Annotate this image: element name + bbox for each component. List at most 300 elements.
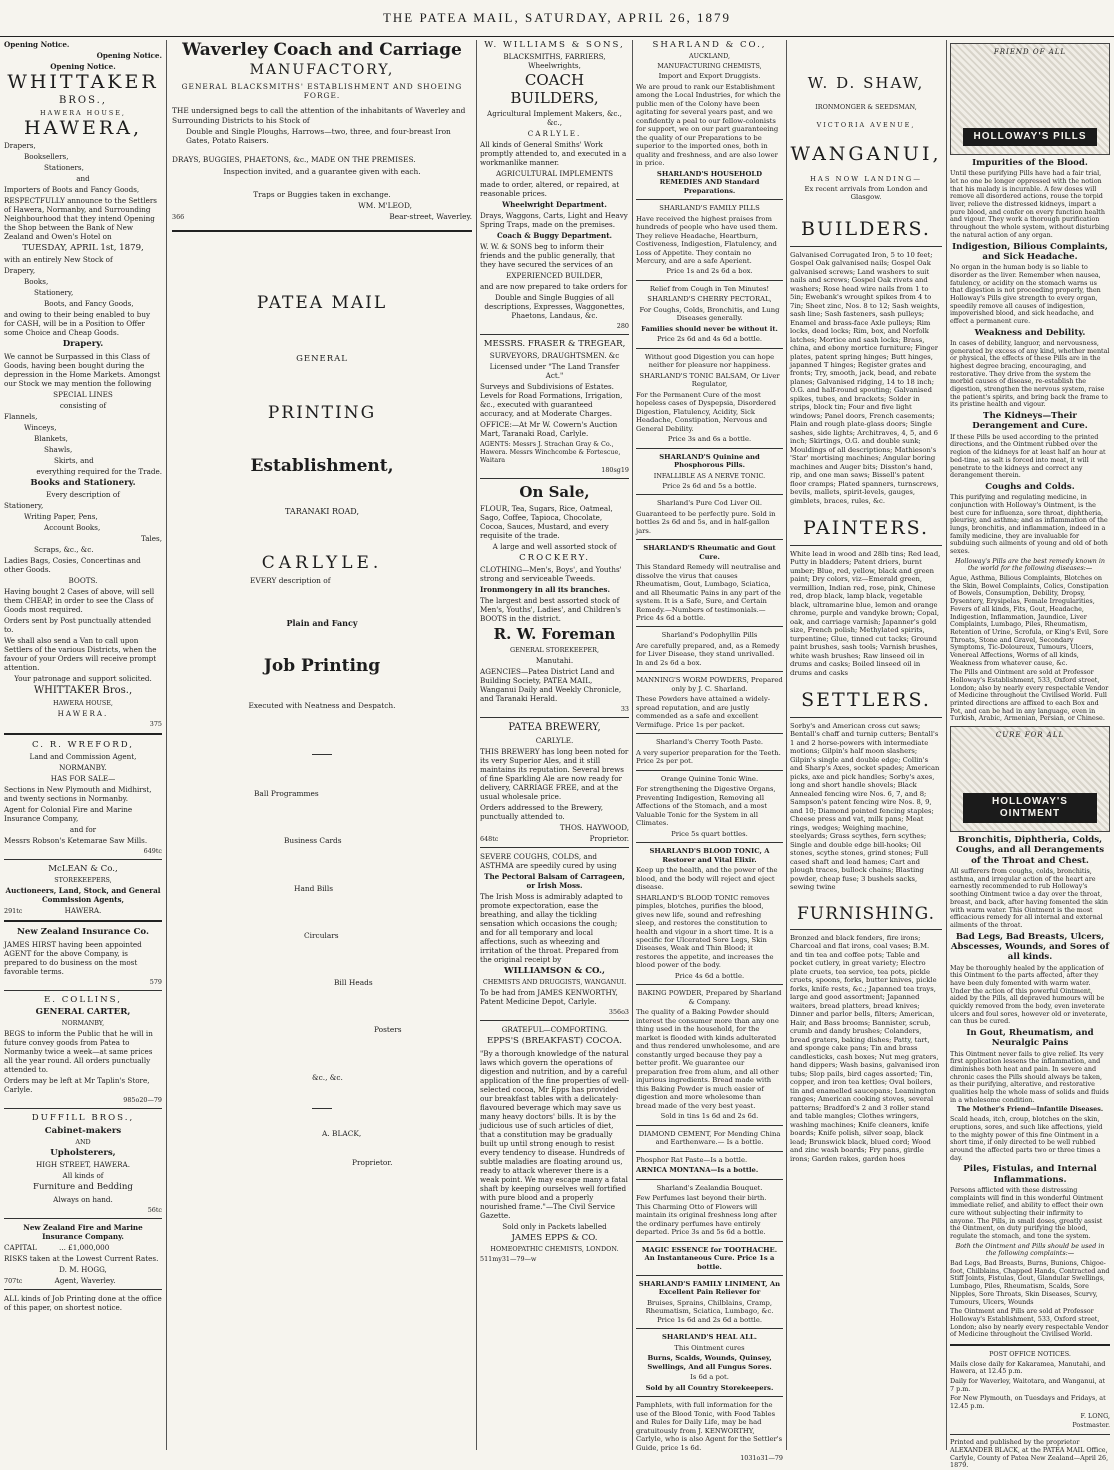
coughs-text: SEVERE COUGHS, COLDS, and ASTHMA are speedily cured by using [480,851,617,870]
coughs-heading: Coughs and Colds. [985,481,1075,492]
quinine-wine-heading: Orange Quinine Tonic Wine. [660,774,759,783]
waverley-desc: GENERAL BLACKSMITHS' ESTABLISHMENT AND SHOEING FORGE. [181,81,463,101]
divider [4,859,162,860]
kenworthy-text: To be had from JAMES KENWORTHY, Patent Medicine Depot, Carlyle. [480,988,618,1007]
household-heading: SHARLAND'S HOUSEHOLD REMEDIES AND Standard Preparations. [656,169,763,195]
trade-line: and [76,173,90,183]
trade-line: Booksellers, [24,151,69,161]
tonic-balsam-price: Price 3s and 6s a bottle. [667,435,752,444]
patronage-text: Your patronage and support solicited. [14,673,152,683]
divider [480,717,629,718]
column-rule [946,40,947,1450]
divider [4,1289,162,1290]
weakness-heading: Weakness and Debility. [974,327,1086,338]
coach-dept-text-2: and are now prepared to take orders for [480,281,628,291]
nz-fire-heading: New Zealand Fire and Marine Insurance Company. [23,1222,143,1241]
every-description: EVERY description of [250,576,331,586]
bad-legs-heading: Bad Legs, Bad Breasts, Ulcers, Abscesses, Wounds, and Sores of all kinds. [950,931,1110,963]
consisting: consisting of [59,400,107,410]
kidneys-text: If these Pills be used according to the printed directions, and the Ointment rubbed over the region of the kidneys for at least half an hour at bed-time, as salt is forced into meat, it will penetrate to the kidneys and correct any derangement therein. [950,432,1106,480]
books-item: Scraps, &c., &c. [34,544,94,554]
divider [790,246,942,247]
column-3 [480,40,629,1450]
column-rule [166,40,167,1450]
cherry-text: For Coughs, Colds, Bronchitis, and Lung Diseases generally. [639,305,780,323]
mothers-heading: The Mother's Friend—Infantile Diseases. [956,1105,1104,1114]
trade-line: Drapers, [4,140,36,150]
divider [636,770,783,771]
divider [4,1218,162,1219]
indigestion-heading: Indigestion, Bilious Complaints, and Sick Headache. [952,241,1108,262]
epps-role: HOMEOPATHIC CHEMISTS, LONDON. [490,1244,619,1253]
landing-text: Ex recent arrivals from London and Glasgow. [804,184,928,202]
builders-heading: BUILDERS. [801,217,931,240]
mothers-text: Scald heads, itch, croup, blotches on the skin, eruptions, sores, and such like affections, yield to the mighty power of this fine Ointment in a short time, if only directed to be well rubbed around the affected parts two or three times a day. [950,1115,1103,1162]
fraser-name: MESSRS. FRASER & TREGEAR, [483,338,626,349]
foreman-heading: R. W. Foreman [493,625,616,644]
tonic-balsam-heading: SHARLAND'S TONIC BALSAM, Or Liver Regulator, [639,371,780,389]
complaints-list: Bad Legs, Bad Breasts, Burns, Bunions, Chigoe-foot, Chilblains, Chapped Hands, Contracted and Stiff Joints, Fistulas, Gout, Glandular Swellings, Lumbago, Piles, Rheumatism, Scalds, Sore Nipples, Sore Throats, Skin Diseases, Scurvy, Tumours, Ulcers, Wounds [950,1259,1110,1306]
shaw-avenue: VICTORIA AVENUE, [816,120,916,129]
wheelwright-text: Drays, Waggons, Carts, Light and Heavy Spring Traps, made on the premises. [480,210,628,229]
phosphor-text: Phosphor Rat Paste—Is a bottle. [636,1155,748,1164]
williamson-role: CHEMISTS AND DRUGGISTS, WANGANUI. [482,978,627,987]
heal-all-text: This Ointment cures [674,1343,745,1352]
diseases-list: Ague, Asthma, Bilious Complaints, Blotches on the Skin, Bowel Complaints, Colics, Constipation of Bowels, Consumption, Debility, Dropsy, Dysentery, Erysipelas, Female Irregularities, Fevers of all kinds, Fits, Gout, Headache, Indigestion, Inflammation, Jaundice, Liver Complaints, Lumbago, Piles, Rheumatism, Retention of Urine, Scrofula, or King's Evil, Sore Throats, Stone and Gravel, Secondary Symptoms, Tic-Doloureux, Tumours, Ulcers, Venereal Affections, Worms of all kinds, Weakness from whatever cause, &c. [950,574,1109,667]
special-item: Skirts, and [54,455,94,465]
waverley-traps: Traps or Buggies taken in exchange. [253,189,391,199]
column-1 [4,40,162,1450]
wreford-name: C. R. WREFORD, [31,739,135,750]
stock-line: Books, [24,277,49,287]
fraser-text: Surveys and Subdivisions of Estates. Levels for Road Formations, Irrigation, &c., executed with guaranteed accuracy, and at Moderate Charges. [480,382,623,419]
brewery-town: CARLYLE. [535,735,574,745]
epps-heading: EPPS'S (BREAKFAST) COCOA. [486,1036,623,1047]
post-sign: F. LONG, [1080,1411,1110,1420]
divider [790,929,942,930]
heal-all-price: Is 6d a pot. [690,1373,729,1382]
post-text: For New Plymouth, on Tuesdays and Fridays, at 12.45 p.m. [950,1394,1106,1411]
special-item: Winceys, [24,422,57,432]
epps-name: JAMES EPPS & CO. [511,1232,598,1243]
waverley-title: Waverley Coach and Carriage [182,40,462,60]
books-item: Every description of [46,489,120,499]
fraser-licensed: Licensed under "The Land Transfer Act." [489,362,620,381]
family-pills-heading: SHARLAND'S FAMILY PILLS [659,204,760,213]
divider [790,545,942,546]
liniment-text: Bruises, Sprains, Chilblains, Cramp, Rheumatism, Sciatica, Lumbago, &c. Price 1s 6d and 2s 6d a bottle. [645,1298,774,1324]
ad-code: 291tc [4,907,23,916]
books-item: Writing Paper, Pens, [24,511,98,521]
waverley-intro: THE undersigned begs to call the attention of the inhabitants of Waverley and Surrounding Districts to his Stock of [172,106,466,125]
bronchitis-heading: Bronchitis, Diphtheria, Colds, Coughs, and all Derangements of the Throat and Chest. [955,835,1105,866]
orders-text: Orders sent by Post punctually attended to. [4,615,152,634]
divider [480,334,629,335]
family-pills-price: Price 1s and 2s 6d a box. [666,267,753,276]
agent-text: Agent for Colonial Fire and Marine Insurance Company, [4,805,133,824]
coughs-text: This purifying and regulating medicine, in conjunction with Holloway's Ointment, is the best cure for influenza, sore throat, diphtheria, pleurisy, and asthma; and as inflammation of the lungs, bronchitis, and inflammation, indeed in a family medicine, they are invaluable for subduing such ailments of young and old of both sexes. [950,493,1108,555]
rheumatic-heading: SHARLAND'S Rheumatic and Gout Cure. [643,544,776,561]
builders-items: Galvanised Corrugated Iron, 5 to 10 feet; Gospel Oak galvanised nails; Gospel Oak galvanised screws; Land washers to suit nails and screws; Gospel Oak rivets and washers; Rose head wire nails from 1 to 5in; Ewebank's wrought spikes from 4 to 7in; Sheet zinc, Nos. 8 to 12; Sash weights, sash line; Sash fasteners, sash pulleys; Enamel and brass-face Axle pulleys; Rim locks, dead locks; Rim, box, and Norfolk latches; Mortice and sash locks; Brass, china, and ebony mortice furniture; Finger plates, patent spring hinges; Butt hinges, japanned T hinges; Register grates and fronts; Try, smooth, jack, bead, and rebate planes; Galvanised ridging, 14 to 18 inch; O.G. and half-round spouting; Galvanised spikes, tubes, and brackets; Solder in strips, block tin; Four and five light windows; Panel doors, French casements; Plain and rough plate-glass doors; Single sashes, side lights; Architraves, 4, 5, and 6 inch; Skirtings, O.G. and double sunk; Mouldings of all descriptions; Mathieson's 'Star' mortising machines; Angular boring machines and Auger bits; Disston's hand, rip, and one man saws; Bissell's patent floor cramps; Plated spanners, turnscrews, bevils, mallets, spirit-levels, gauges, gimblets, braces, rules, &c. [790,250,940,505]
epps-sold: Sold only in Packets labelled [502,1221,607,1231]
duffill-hand: Always on hand. [53,1194,113,1204]
zealandia-text: Few Perfumes last beyond their birth. This Charming Otto of Flowers will maintain its original freshness long after the ordinary perfumes have entirely departed. Price 3s and 5s 6d a bottle. [636,1194,777,1237]
blood-tonic-heading: SHARLAND'S BLOOD TONIC, A Restorer and Vital Elixir. [649,847,770,864]
quinine-wine-text: For strengthening the Digestive Organs, Preventing Indigestion, Removing all Affections of the Stomach, and a most Valuable Tonic for the System in all Climates. [636,785,776,828]
stock-line: with an entirely New Stock of [4,255,113,265]
crockery-heading: CROCKERY. [519,552,590,563]
printing-item: Ball Programmes [254,789,319,799]
haywood-name: THOS. HAYWOOD, [559,822,629,832]
agri-text: made to order, altered, or repaired, at reasonable prices. [480,179,620,198]
column-rule [786,40,787,1450]
waverley-drays: DRAYS, BUGGIES, PHAETONS, &c., MADE ON THE PREMISES. [172,155,416,165]
ad-code: 579 [149,977,162,986]
williams-trades: BLACKSMITHS, FARRIERS, Wheelwrights, [503,52,606,71]
ad-code: 648tc [480,834,499,843]
sharland-intro: We are proud to rank our Establishment among the Local Industries, for which the public men of the Colony have been agitating for several years past, and we confidently a peal to our fellow-colonists for support, we on our part guaranteeing the quality of our Preparations to be superior to the imported ones, both in quality and freshness, and are also lower in price. [636,82,781,168]
divider [790,717,942,718]
waverley-inspection: Inspection invited, and a guarantee given with each. [223,166,421,176]
ad-code: 56tc [147,1205,162,1214]
arnica-text: ARNICA MONTANA—Is a bottle. [636,1166,759,1175]
friend-of-all-banner: FRIEND OF ALL [993,48,1067,56]
books-item: Tales, [140,533,162,543]
divider [4,920,162,922]
duffill-all: All kinds of [62,1171,104,1181]
epps-text: "By a thorough knowledge of the natural laws which govern the operations of digestion and nutrition, and by a careful application of the fine properties of well-selected cocoa, Mr Epps has provided our breakfast tables with a delicately-flavoured beverage which may save us many heavy doctors' bills. It is by the judicious use of such articles of diet, that a constitution may be gradually built up until strong enough to resist every tendency to disease. Hundreds of subtle maladies are floating around us, ready to attack wherever there is a weak point. We may escape many a fatal shaft by keeping ourselves well fortified with pure blood and a properly nourished frame."—The Civil Service Gazette. [480,1048,629,1220]
sold-note: The Pills and Ointment are sold at Professor Holloway's Establishment, 533, Oxford street, London; also by nearly every respectable Vendor of Medicine throughout the Civilised World. Full printed directions are affixed to each Box and Pot, and can be had in any language, even in Turkish, Arabic, Armenian, Persian, or Chinese. [950,668,1109,723]
fraser-role: SURVEYORS, DRAUGHTSMEN. &c [489,351,620,361]
ad-code: 33 [620,704,629,713]
collins-name: E. COLLINS, [44,994,122,1005]
sharland-role: MANUFACTURING CHEMISTS, [657,62,762,71]
hogg-name: D. M. HOGG, [59,1264,107,1274]
hirst-text: JAMES HIRST having been appointed AGENT for the above Company, is prepared to do business on the most favorable terms. [4,939,142,976]
ad-code: 356o3 [608,1008,629,1017]
for-sale-text: Sections in New Plymouth and Midhirst, and twenty sections in Normanby. [4,785,152,804]
special-item: Shawls, [44,444,73,454]
podophyllin-heading: Sharland's Podophyllin Pills [661,631,758,640]
williams-town: CARLYLE. [527,128,582,138]
brewery-orders: Orders addressed to the Brewery, punctually attended to. [480,802,604,821]
divider [636,1275,783,1276]
indigestion-text: No organ in the human body is so liable to disorder as the liver. Remember when nausea, fatulency, or acidity on the stomach warns us that digestion is not proceeding properly, then Holloway's Pills give strength to every organ, speedily remove all causes of indigestion, impoverished blood, and sick headache, and effect a permanent cure. [950,263,1101,325]
divider [172,230,472,232]
post-role: Postmaster. [1072,1421,1110,1430]
piles-text: Persons afflicted with these distressing complaints will find in this wonderful Ointment immediate relief, and ability to effect their own cure without subjecting their infirmity to anyone. The Pills, in small doses, greatly assist the Ointment, on duty purifying the blood, regulate the stomach, and tone the system. [950,1185,1104,1240]
mclean-desc: Auctioneers, Land, Stock, and General Commission Agents, [5,886,161,905]
quinine-heading: SHARLAND'S Quinine and Phosphorous Pills. [659,452,760,470]
cod-heading: Sharland's Pure Cod Liver Oil. [656,499,763,508]
painters-heading: PAINTERS. [802,517,930,540]
proprietor-label: Proprietor. [352,1158,393,1168]
imprint-text: Printed and published by the proprietor ALEXANDER BLACK, at the PATEA MAIL Office, Carlyle, County of Patea New Zealand—April 26, 1879. [950,1438,1109,1470]
capital-value: ... £1,000,000 [59,1242,110,1252]
printing-item: Bill Heads [334,978,373,988]
whittaker-sign: WHITTAKER Bros., [33,684,133,696]
books-item: Ladies Bags, Cosies, Concertinas and other Goods. [4,555,141,574]
bad-legs-text: May be thoroughly healed by the application of this Ointment to the parts affected, after they have been duly fomented with warm water. Under the action of this powerful Ointment, aided by the Pills, all depraved humours will be quickly removed from the body, even inveterate ulcers and foul sores, however old or inveterate, can thus be cured. [950,963,1108,1026]
trade-line: Importers of Boots and Fancy Goods, [4,184,140,194]
collins-role: GENERAL CARTER, [35,1007,131,1018]
gout-text: This Ointment never fails to give relief. Its very first application lessens the inflammation, and diminishes both heat and pain. In severe and chronic cases the Pills should always be taken, as their purifying, alterative, and restorative qualities help the whole mass of solids and fluids in a wholesome condition. [950,1049,1109,1104]
opening-notice: Opening Notice. [4,40,70,49]
wreford-town: NORMANBY. [59,763,107,773]
waverley-address: Bear-street, Waverley. [389,212,472,222]
agri-heading: AGRICULTURAL IMPLEMENTS [495,168,614,178]
relief-heading: Relief from Cough in Ten Minutes! [649,284,770,293]
ironmongery-text: Ironmongery in all its branches. [480,585,610,595]
holloway-ointment-label: HOLLOWAY'S OINTMENT [963,793,1097,823]
impurities-heading: Impurities of the Blood. [972,158,1088,168]
printing-item: Posters [374,1025,402,1035]
post-text: Mails close daily for Kakaramea, Manutahi, and Hawera, at 12.45 p.m. [950,1359,1106,1376]
books-item: Stationery, [4,500,44,510]
duffill-and: AND [75,1138,91,1146]
wreford-role: Land and Commission Agent, [29,752,137,762]
printing-item: &c., &c. [312,1072,343,1082]
sharland-import: Import and Export Druggists. [658,72,761,81]
shaw-town: WANGANUI, [790,142,942,165]
divider [636,984,783,985]
foreman-agencies: AGENCIES—Patea District Land and Building Society, PATEA MAIL, Wanganui Daily and Weekly Chronicle, and Taranaki Herald. [480,666,622,703]
foreman-town: Manutahi. [535,655,574,665]
toothache-heading: MAGIC ESSENCE for TOOTHACHE. An Instantaneous Cure. Price 1s a bottle. [641,1245,778,1271]
robson-text: Messrs Robson's Ketemarae Saw Mills. [4,836,148,846]
williams-name: W. WILLIAMS & SONS, [484,40,625,50]
ointment-note: The Ointment and Pills are sold at Professor Holloway's Establishment, 533, Oxford street, London; also by nearly every respectable Vendor of Medicine throughout the Civilised World. [950,1307,1109,1339]
column-5 [790,40,942,1450]
worm-heading: MANNING'S WORM POWDERS, Prepared only by J. C. Sharland. [636,676,783,693]
coach-dept-text: W. W. & SONS beg to inform their friends and the public generally, that they have secured the services of an [480,241,615,269]
duffill-role: Cabinet-makers [44,1125,122,1136]
drapery-heading: Drapery. [62,339,104,350]
drapery-text: We cannot be Surpassed in this Class of Goods, having been bought during the depression in the Home Markets. Amongst our Stock we may mention the following [4,351,161,388]
tooth-heading: Sharland's Cherry Tooth Paste. [655,738,764,747]
worm-text: These Powders have attained a widely-spread reputation, and are justly commended as a safe and excellent Vermifuge. Price 1s per packet. [636,695,771,729]
executed-text: Executed with Neatness and Despatch. [248,700,396,710]
holloway-pills-label: HOLLOWAY'S PILLS [963,128,1097,146]
column-6 [950,40,1110,1470]
collins-orders: Orders may be left at Mr Taplin's Store, Carlyle. [4,1076,150,1095]
furnishing-heading: FURNISHING. [797,903,935,924]
masthead-rule [0,36,1114,37]
painters-items: White lead in wood and 28lb tins; Red lead, Putty in bladders; Patent driers, burnt umber; Blue, red, yellow, black and green paint; Dry colors, viz—Emerald green, vermillion, Indian red, rose, pink, Chinese red, drop black, lamp black, vegetable black, ultramarine blue, lemon and orange chrome, purple and vandyke brown; Copal, oak, and carriage varnish; Japanner's gold size, French polish; Methylated spirits, turpentine; Glue, tinned cut tacks; Ground paint brushes, sash tools; Varnish brushes, white wash brushes; Raw linseed oil in drums and casks; Boiled linseed oil in drums and casks [790,549,941,677]
sharland-town: AUCKLAND, [688,52,731,61]
printing-heading: PRINTING [267,402,377,423]
cement-heading: DIAMOND CEMENT, For Mending China and Earthenware.— Is a bottle. [638,1129,781,1147]
both-note: Both the Ointment and Pills should be used in the following complaints:— [955,1241,1105,1258]
special-item: everything required for the Trade. [36,466,162,476]
divider [480,847,629,848]
digestion-text: Without good Digestion you can hope neither for pleasure nor happiness. [644,352,775,370]
divider [636,1125,783,1126]
special-item: Blankets, [34,433,68,443]
books-heading: Books and Stationery. [30,477,136,488]
nz-insurance-heading: New Zealand Insurance Co. [17,927,149,938]
mclean-role: STOREKEEPERS, [54,876,112,885]
settlers-items: Sorby's and American cross cut saws; Bentall's chaff and turnip cutters; Bentall's 1 and 2 horse-powers with intermediate motions; Gilpin's half moon slashers; Gilpin's single and double edge; Collin's and Sharp's Axes, socket spades; American picks, axe and pick handles; Sorby's axes, long and short handle shovels; Black Annealed fencing wire Nos. 6, 7, and 8; Sampson's patent fencing wire Nos. 8, 9, and 10; Diamond pointed fencing staples; Cheese press and vat, milk pans; Meat rings, wedges; Weighing machine, steelyards; Grass scythes, fern scythes; Single and double edge bill-hooks; Oil stones, scythe stones, grind stones; Full cased shaft and lead hames; Cart and plough traces, bullock chains; Blasting powder, cheap fuse; 3 bushels sacks, sewing twine [790,722,940,892]
special-lines: SPECIAL LINES [53,389,113,399]
haywood-role: Proprietor. [589,833,629,843]
divider [636,280,783,281]
storekeepers-text: Sold by all Country Storekeepers. [645,1383,774,1392]
masthead: THE PATEA MAIL, SATURDAY, APRIL 26, 1879 [382,10,732,25]
foreman-role: GENERAL STOREKEEPER, [510,645,599,654]
williamson-name: WILLIAMSON & CO., [503,965,606,976]
divider [636,1241,783,1242]
divider [4,733,162,735]
post-office-heading: POST OFFICE NOTICES. [989,1349,1071,1358]
divider [636,348,783,349]
zealandia-heading: Sharland's Zealandia Bouquet. [656,1183,763,1192]
brewery-heading: PATEA BREWERY, [508,721,601,733]
respectfully-text: RESPECTFULLY announce to the Settlers of Hawera, Normanby, and Surrounding Neighbourhood that they intend Opening the Shop between the Bank of New Zealand and Owen's Hotel on [4,195,157,241]
job-printing-text: ALL kinds of Job Printing done at the office of this paper, on shortest notice. [4,1293,162,1312]
mclean-town: HAWERA. [64,906,102,916]
ad-code: 707tc [4,1276,23,1285]
gout-heading: In Gout, Rheumatism, and Neuralgic Pains [966,1028,1094,1049]
balsam-heading: The Pectoral Balsam of Carrageen, or Irish Moss. [484,871,625,890]
blood-tonic-price: Price 4s 6d a bottle. [674,971,745,980]
divider [636,1328,783,1329]
blood-tonic-text: Keep up the health, and the power of the blood, and the body will reject and eject disease. [636,866,778,892]
shaw-heading: W. D. SHAW, [807,74,925,92]
hogg-role: Agent, Waverley. [54,1275,116,1285]
whittaker-town: HAWERA, [24,116,142,139]
cure-for-all-banner: CURE FOR ALL [995,731,1065,740]
printing-item: Hand Bills [294,883,334,893]
ad-code: 375 [149,719,162,728]
piles-heading: Piles, Fistulas, and Internal Inflammations. [963,1164,1097,1185]
remedy-note: Holloway's Pills are the best remedy known in the world for the following diseases:— [954,556,1105,573]
printing-item: Business Cards [284,836,342,846]
tonic-balsam-text: For the Permanent Cure of the most hopeless cases of Dyspepsia, Disordered Digestion, Flatulency, Acidity, Sick Headache, Constipation, Nervous and General Debility. [636,390,776,433]
waverley-sign: WM. M'LEOD, [358,201,412,211]
coach-types: Double and Single Buggies of all descriptions, Expresses, Waggonettes, Phaetons, Landaus, &c. [484,292,625,320]
heal-all-items: Burns, Scalds, Wounds, Quinsey, Swellings, And all Fungus Sores. [647,1354,772,1371]
divider [636,733,783,734]
grateful-heading: GRATEFUL—COMFORTING. [501,1025,608,1035]
coach-dept-heading: Coach & Buggy Department. [496,230,613,240]
fraser-office: OFFICE:—At Mr W. Cowern's Auction Mart, Taranaki Road, Carlyle. [480,420,618,439]
blood-tonic-text-2: SHARLAND'S BLOOD TONIC removes pimples, blotches, purifies the blood, gives new life, sound and refreshing sleep, and restores the constitution to health and vigour in a short time. It is a specific for Ulcerated Sore Legs, Skin Diseases, Weak and Thin Blood; it restores the appetite, and increases the blood power of the body. [636,893,774,970]
baking-price: Sold in tins 1s 6d and 2s 6d. [660,1112,759,1121]
furnishing-items: Bronzed and black fenders, fire irons; Charcoal and flat irons, coal vases; B.M. and tin tea and coffee pots; Table and pocket cutlery, in great variety; Electro plate cruets, tea service, tea pots, pickle cruets, spoons, forks, butter knives, pickle forks, knife rests, &c.; Japanned tea trays, large and good assortment; Japanned waiters, bread platters, bread knives; Dinner and parlor bells, filters; American, Hair, and Bass brooms; Bannister, scrub, crumb and dandy brushes; Colanders, bread graters, baking dishes; Patty, tart, and sponge cake pans; Tin and brass candlesticks, cash boxes; Nut meg graters, hand dippers; Wash basins, galvanised iron tubs; Slop pails, bird cages assorted; Tin, copper, and iron tea kettles; Oval boilers, tin and enamelled saucepans; Leamington ranges; American cooking stoves, several patterns; Bradford's 2 and 3 roller stand and table mangles; Clothes wringers, washing machines; Knife cleaners, knife boards; Knife polish, silver soap, black lead; Brunswick black, blued cord; Wood and zinc wash boards; Fry pans, girdle irons; Garden rakes, garden hoes [790,933,940,1163]
ad-code: 649tc [143,847,162,856]
divider [4,1108,162,1109]
collins-town: NORMANBY, [61,1019,105,1028]
ad-code: 985o20—79 [123,1096,162,1105]
plain-fancy: Plain and Fancy [286,617,358,628]
black-name: A. BLACK, [322,1128,362,1138]
opening-date: TUESDAY, APRIL 1st, 1879, [22,242,144,253]
kidneys-heading: The Kidneys—Their Derangement and Cure. [972,411,1088,432]
column-rule [632,40,633,1450]
stock-line: Boots, and Fancy Goods, [44,299,134,309]
coach-builders-heading: COACH BUILDERS, [510,71,599,107]
and-for: and for [69,825,97,835]
divider [636,448,783,449]
quinine-wine-price: Price 5s quart bottles. [671,829,748,838]
duffill-role-2: Upholsterers, [50,1148,116,1158]
divider [480,478,629,479]
heal-all-heading: SHARLAND'S HEAL ALL. [662,1333,757,1342]
bronchitis-text: All sufferers from coughs, colds, bronchitis, asthma, and irregular action of the heart are earnestly recommended to rub Holloway's soothing Ointment twice a day over the throat, breast, and back, after having fomented the skin with warm water. This Ointment is the most efficacious remedy for all internal and external ailments of the throat. [950,867,1108,929]
ad-code: 366 [172,213,185,222]
williams-text: All kinds of General Smiths' Work promptly attended to, and executed in a workmanlike manner. [480,139,627,167]
ad-code: 180sg19 [601,466,629,475]
divider [480,1020,629,1021]
divider [636,1151,783,1152]
opening-notice: Opening Notice. [96,51,162,60]
boots-text: The largest and best assorted stock of Men's, Youths', Ladies', and Children's BOOTS in the district. [480,596,621,624]
crockery-text: A large and well assorted stock of [492,541,617,551]
holloway-pills-illustration [950,43,1110,155]
column-2 [172,40,472,1450]
whittaker-sign-town: HAWERA. [57,708,109,718]
carlyle-heading: CARLYLE. [261,553,383,574]
divider [636,671,783,672]
holloway-ointment-illustration [950,726,1110,832]
patea-mail-heading: PATEA MAIL [256,292,388,313]
divider [636,199,783,200]
general-label: GENERAL [296,353,348,364]
whittaker-bros: BROS., [59,94,107,106]
ad-code: 511my31—79—w [480,1254,537,1263]
irish-moss-text: The Irish Moss is admirably adapted to promote expectoration, ease the breathing, and allay the tickling sensation which occasions the cough; and for all temporary and local affections, such as wheezing and irritation of the throat. Prepared from the original receipt by [480,891,623,964]
tooth-text: A very superior preparation for the Teeth. Price 2s per pot. [636,748,781,766]
job-printing-heading: Job Printing [263,655,381,676]
for-sale-heading: HAS FOR SALE— [50,774,116,784]
shaw-role: IRONMONGER & SEEDSMAN, [815,102,917,111]
waverley-ploughs: Double and Single Ploughs, Harrows—two, three, and four-breast Iron Gates, Potato Raisers. [186,126,451,146]
divider [636,1396,783,1397]
ad-code: 280 [616,321,629,330]
waverley-subtitle: MANUFACTORY, [249,62,395,79]
clothing-text: CLOTHING—Men's, Boys', and Youths' strong and serviceable Tweeds. [480,565,622,584]
experienced-builder: EXPERIENCED BUILDER, [506,270,603,280]
duffill-goods: Furniture and Bedding [33,1182,133,1193]
divider [950,1344,1110,1346]
divider [950,1434,1110,1435]
column-rule [476,40,477,1450]
cherry-heading: SHARLAND'S CHERRY PECTORAL, [647,295,772,304]
wheelwright-heading: Wheelwright Department. [502,199,607,209]
whittaker-heading: WHITTAKER [7,71,159,93]
divider [636,1179,783,1180]
cherry-families: Families should never be without it. [641,324,778,333]
cash-text: and owing to their being enabled to buy for CASH, will be in a Position to Offer some Choice and Cheap Goods. [4,310,151,338]
landing-heading: HAS NOW LANDING— [810,174,922,183]
fraser-agents: AGENTS: Messrs J. Strachan Gray & Co., Hawera. Messrs Winchcombe & Fortescue, Waitara [480,440,621,465]
divider [636,842,783,843]
van-text: We shall also send a Van to call upon Settlers of the various Districts, when the favour of your Orders will receive prompt attention. [4,635,157,672]
printing-item: Circulars [304,930,339,940]
whittaker-sign-house: HAWERA HOUSE, [53,698,113,707]
establishment-heading: Establishment, [250,455,394,476]
cod-text: Guaranteed to be perfectly pure. Sold in bottles 2s 6d and 5s, and in half-gallon jars. [636,509,776,535]
special-item: Flannels, [4,411,38,421]
road-label: TARANAKI ROAD, [285,507,359,517]
risks-text: RISKS taken at the Lowest Current Rates. [4,1253,159,1263]
divider [636,539,783,540]
on-sale-heading: On Sale, [519,483,590,502]
baking-heading: BAKING POWDER, Prepared by Sharland & Company. [637,989,782,1006]
boots-heading: BOOTS. [68,575,98,585]
opening-notice: Opening Notice. [50,62,116,71]
